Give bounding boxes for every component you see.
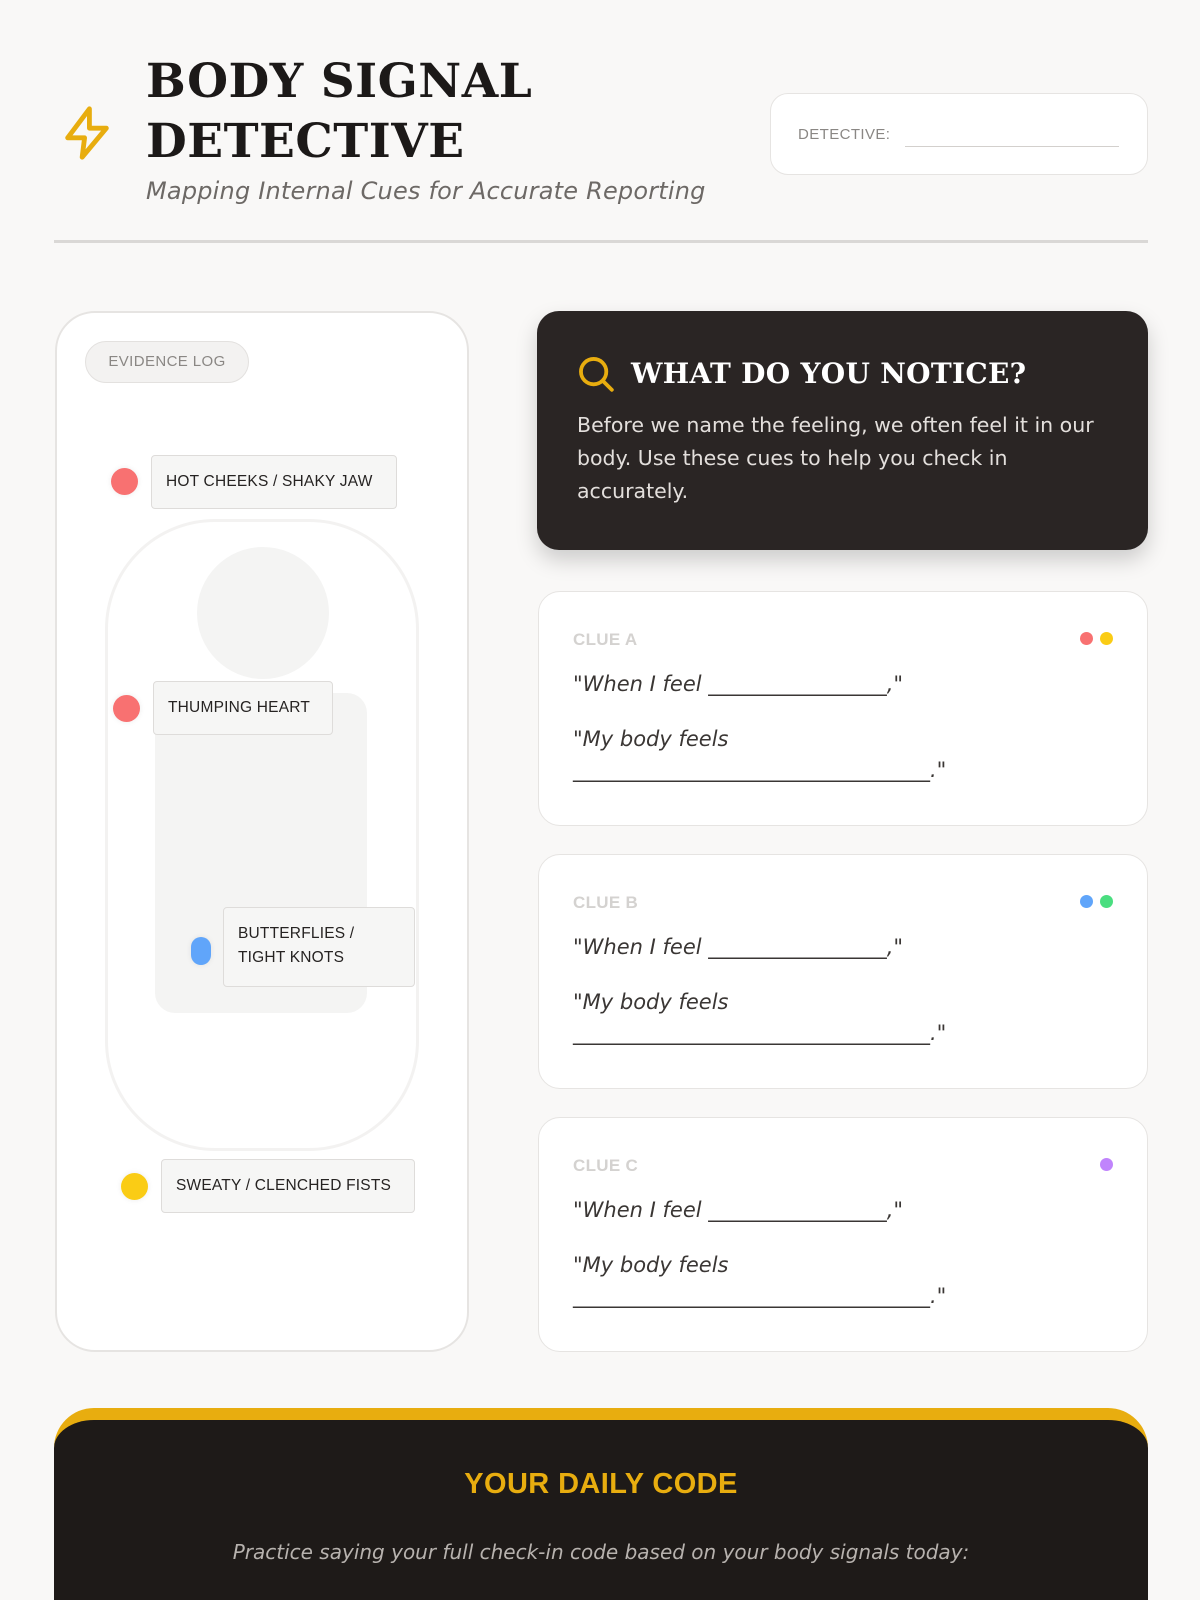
detective-label: DETECTIVE: (798, 126, 891, 143)
signal-label-stomach: BUTTERFLIES / TIGHT KNOTS (223, 907, 415, 987)
detective-name-line[interactable] (905, 146, 1119, 147)
evidence-log-panel (55, 311, 469, 1352)
clue-feel-prompt[interactable]: "When I feel _________________," (573, 1198, 904, 1222)
clue-dots (1100, 1158, 1113, 1171)
signal-dot-cheeks (111, 468, 138, 495)
page-title: BODY SIGNAL DETECTIVE (146, 54, 533, 169)
header-divider (54, 240, 1148, 243)
signal-dot-heart (113, 695, 140, 722)
clue-color-dot (1100, 632, 1113, 645)
signal-dot-stomach (191, 937, 211, 965)
clue-body-prompt[interactable]: "My body feels __________________________________." (573, 1253, 947, 1308)
signal-label-heart: THUMPING HEART (153, 681, 333, 735)
signal-label-cheeks: HOT CHEEKS / SHAKY JAW (151, 455, 397, 509)
notice-body: Before we name the feeling, we often feel it in our body. Use these cues to help you check in accurately. (577, 413, 1094, 503)
notice-card (537, 311, 1148, 550)
page-header (54, 52, 1148, 242)
clue-body-prompt[interactable]: "My body feels __________________________________." (573, 727, 947, 782)
signal-label-fists: SWEATY / CLENCHED FISTS (161, 1159, 415, 1213)
clue-label: CLUE C (573, 1156, 639, 1175)
clue-feel-prompt[interactable]: "When I feel _________________," (573, 935, 904, 959)
clue-color-dot (1100, 895, 1113, 908)
daily-code-title: YOUR DAILY CODE (464, 1468, 738, 1500)
notice-title: WHAT DO YOU NOTICE? (631, 357, 1027, 390)
clue-label: CLUE A (573, 630, 638, 649)
detective-name-field[interactable] (770, 93, 1148, 175)
page-subtitle: Mapping Internal Cues for Accurate Reporting (146, 177, 706, 205)
magnifier-icon (577, 355, 615, 393)
clue-body-prompt[interactable]: "My body feels __________________________________." (573, 990, 947, 1045)
clue-color-dot (1080, 632, 1093, 645)
body-head-shape (197, 547, 329, 679)
lightning-bolt-icon (58, 102, 116, 164)
clue-color-dot (1080, 895, 1093, 908)
clue-dots (1080, 632, 1113, 645)
clue-label: CLUE B (573, 893, 639, 912)
clue-card-b (538, 854, 1148, 1089)
clue-feel-prompt[interactable]: "When I feel _________________," (573, 672, 904, 696)
clue-card-a (538, 591, 1148, 826)
clue-dots (1080, 895, 1113, 908)
daily-code-instructions: Practice saying your full check-in code based on your body signals today: (232, 1540, 970, 1564)
daily-code-panel (54, 1408, 1148, 1600)
evidence-log-label: EVIDENCE LOG (85, 341, 249, 383)
clue-color-dot (1100, 1158, 1113, 1171)
clue-card-c (538, 1117, 1148, 1352)
signal-dot-fists (121, 1173, 148, 1200)
